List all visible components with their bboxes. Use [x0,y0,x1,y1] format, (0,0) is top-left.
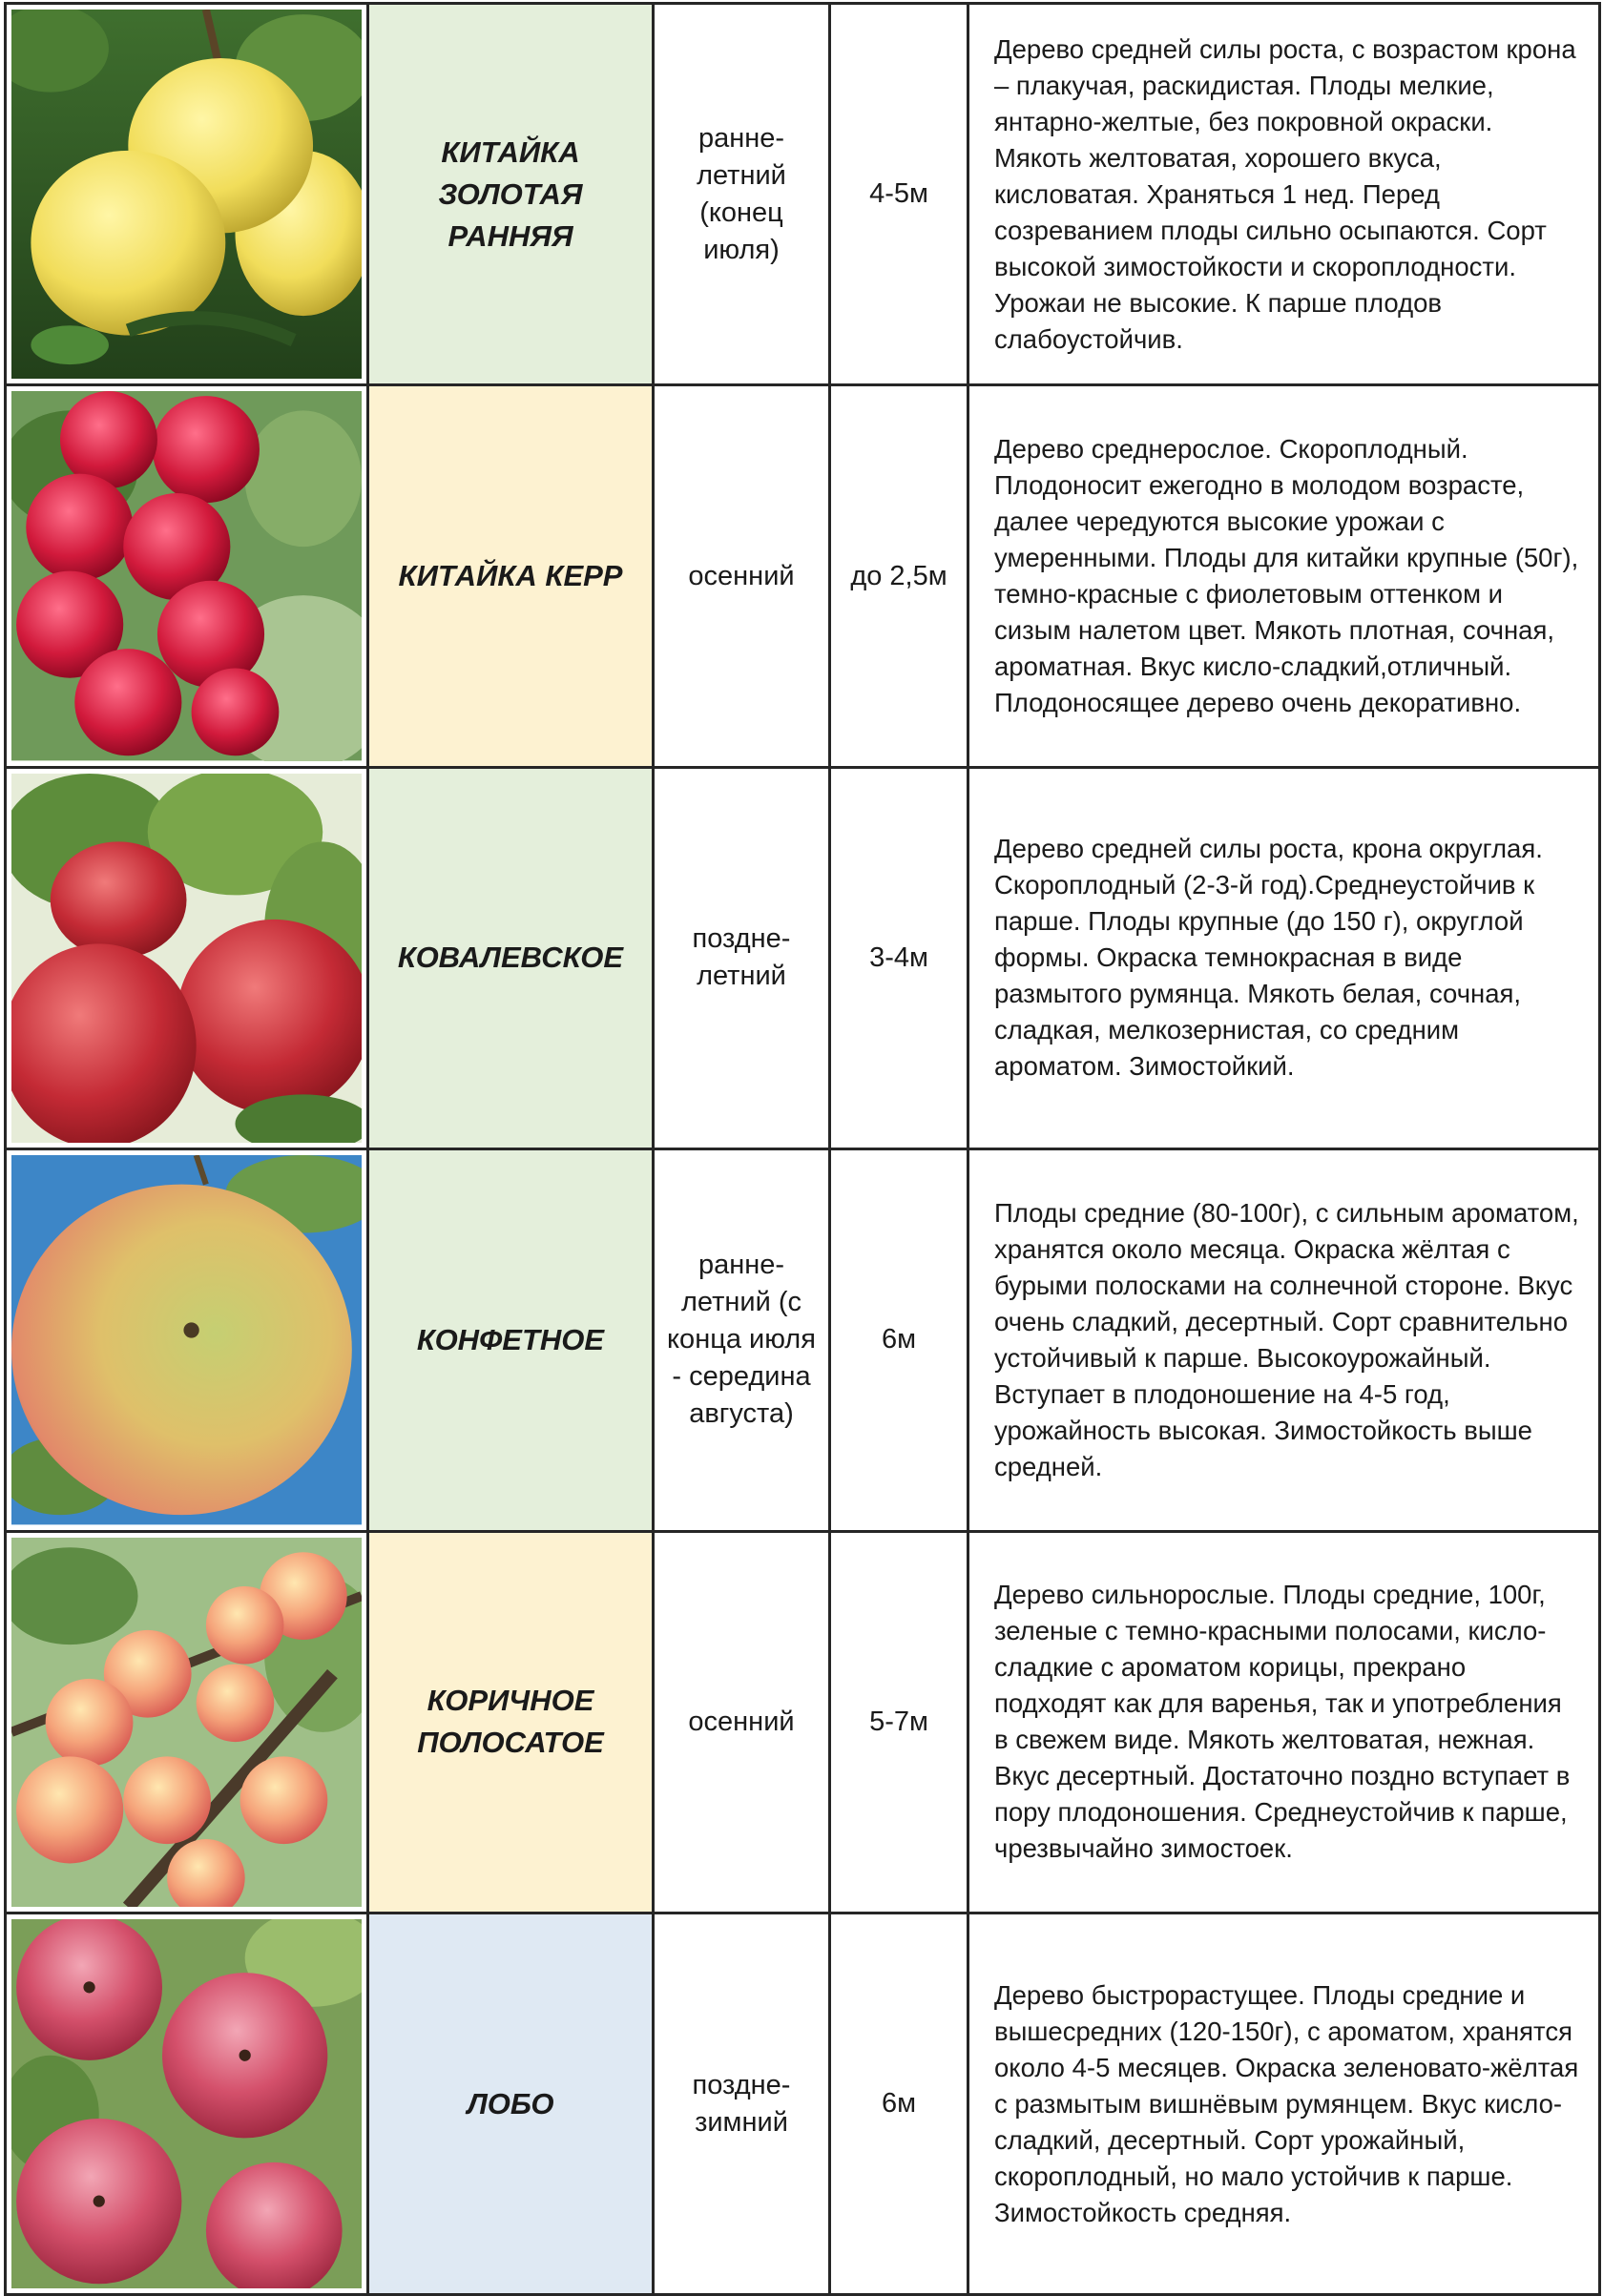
ripening-season: ранне-летний (с конца июля - середина августа) [654,1149,830,1531]
tree-height: до 2,5м [830,385,968,767]
table-row [6,1531,1600,1913]
variety-name: ЛОБО [368,1913,654,2294]
tree-height: 6м [830,1149,968,1531]
variety-description: Дерево средней силы роста, с возрастом крона – плакучая, раскидистая. Плоды мелкие, янтарно-желтые, без покровной окраски. Мякоть желтоватая, хорошего вкуса, кисловатая. Храняться 1 нед. Перед созреванием плоды сильно осыпаются. Сорт высокой зимостойкости и скороплодности. Урожаи не высокие. К парше плодов слабоустойчив. [968,4,1600,385]
variety-name: КОВАЛЕВСКОЕ [368,767,654,1148]
table-row [6,1149,1600,1531]
variety-description: Дерево быстрорастущее. Плоды средние и вышесредних (120-150г), с ароматом, хранятся около 4-5 месяцев. Окраска зеленовато-жёлтая с размытым вишнёвым румянцем. Вкус кисло-сладкий, десертный. Сорт урожайный, скороплодный, но мало устойчив к парше. Зимостойкость средняя. [968,1913,1600,2294]
table-row [6,767,1600,1148]
table-row [6,1913,1600,2294]
tree-height: 5-7м [830,1531,968,1913]
photo-cell [6,1149,368,1531]
variety-description: Дерево средней силы роста, крона округлая. Скороплодный (2-3-й год).Среднеустойчив к парше. Плоды крупные (до 150 г), округлой формы. Окраска темнокрасная в виде размытого румянца. Мякоть белая, сочная, сладкая, мелкозернистая, со средним ароматом. Зимостойкий. [968,767,1600,1148]
photo-cell [6,1531,368,1913]
ripening-season: поздне-зимний [654,1913,830,2294]
apple-varieties-table [4,2,1601,2296]
tree-height: 6м [830,1913,968,2294]
variety-name: КИТАЙКА ЗОЛОТАЯ РАННЯЯ [368,4,654,385]
ripening-season: ранне-летний (конец июля) [654,4,830,385]
photo-cell [6,1913,368,2294]
table-row [6,385,1600,767]
red-crabapples-icon [11,391,362,760]
variety-name: КОНФЕТНОЕ [368,1149,654,1531]
crimson-apples-icon [11,1919,362,2288]
tree-height: 4-5м [830,4,968,385]
yellow-apples-icon [11,10,362,379]
ripening-season: поздне-летний [654,767,830,1148]
ripening-season: осенний [654,385,830,767]
yellow-green-apple-icon [11,1155,362,1524]
photo-cell [6,385,368,767]
variety-name: КОРИЧНОЕ ПОЛОСАТОЕ [368,1531,654,1913]
variety-description: Плоды средние (80-100г), с сильным ароматом, хранятся около месяца. Окраска жёлтая с бурыми полосками на солнечной стороне. Вкус очень сладкий, десертный. Сорт сравнительно устойчивый к парше. Высокоурожайный. Вступает в плодоношение на 4-5 год, урожайность высокая. Зимостойкость выше средней. [968,1149,1600,1531]
table-row [6,4,1600,385]
striped-apples-icon [11,1538,362,1907]
red-apples-icon [11,774,362,1143]
variety-description: Дерево среднерослое. Скороплодный. Плодоносит ежегодно в молодом возрасте, далее чередуются высокие урожаи с умеренными. Плоды для китайки крупные (50г), темно-красные с фиолетовым оттенком и сизым налетом цвет. Мякоть плотная, сочная, ароматная. Вкус кисло-сладкий,отличный. Плодоносящее дерево очень декоративно. [968,385,1600,767]
ripening-season: осенний [654,1531,830,1913]
variety-name: КИТАЙКА КЕРР [368,385,654,767]
photo-cell [6,767,368,1148]
tree-height: 3-4м [830,767,968,1148]
photo-cell [6,4,368,385]
variety-description: Дерево сильнорослые. Плоды средние, 100г, зеленые с темно-красными полосами, кисло-сладкие с ароматом корицы, прекрано подходят как для варенья, так и употребления в свежем виде. Мякоть желтоватая, нежная. Вкус десертный. Достаточно поздно вступает в пору плодоношения. Среднеустойчив к парше, чрезвычайно зимостоек. [968,1531,1600,1913]
